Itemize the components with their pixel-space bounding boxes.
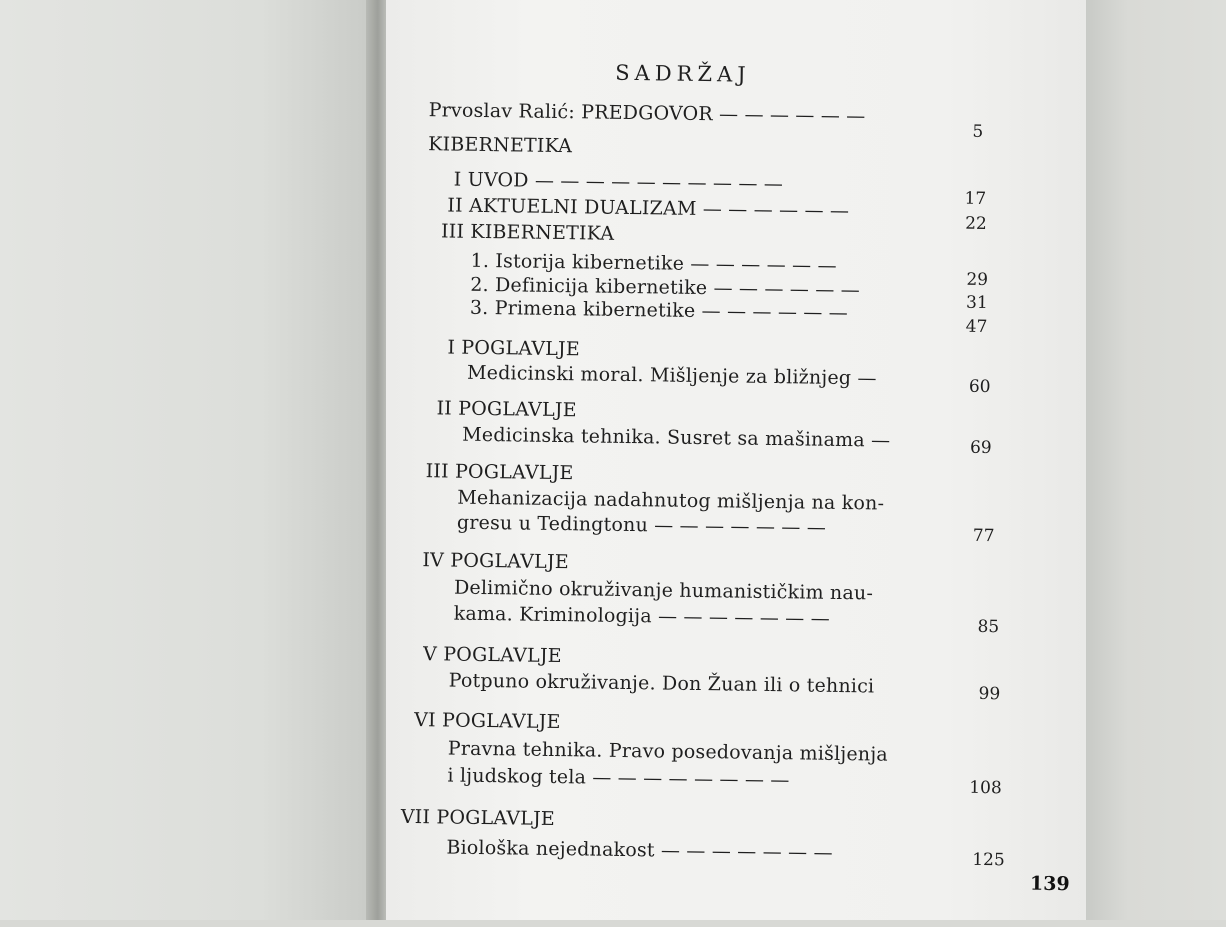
toc-chapter-5: V POGLAVLJE xyxy=(422,643,562,668)
toc-page-medicinski-moral: 60 xyxy=(968,376,991,398)
toc-entry-uvod: I UVOD — — — — — — — — — — xyxy=(453,168,784,196)
toc-page-delimicno: 85 xyxy=(977,616,1000,638)
toc-chapter-7: VII POGLAVLJE xyxy=(400,805,556,831)
toc-page-aktuelni-dualizam: 22 xyxy=(965,213,987,234)
toc-entry-pravna-1: Pravna tehnika. Pravo posedovanja mišljenja xyxy=(447,737,889,766)
toc-page-medicinska-tehnika: 69 xyxy=(969,437,992,459)
toc-chapter-2: II POGLAVLJE xyxy=(436,397,577,422)
page-title: SADRŽAJ xyxy=(615,60,751,87)
toc-entry-bioloska: Biološka nejednakost — — — — — — — xyxy=(446,836,833,864)
page-number: 139 xyxy=(1029,872,1070,896)
toc-page-uvod: 17 xyxy=(964,188,987,209)
toc-entry-mehanizacija-2: gresu u Tedingtonu — — — — — — — xyxy=(456,511,827,539)
toc-page-predgovor: 5 xyxy=(972,121,984,142)
toc-entry-delimicno-2: kama. Kriminologija — — — — — — — xyxy=(453,602,831,630)
toc-entry-delimicno-1: Delimično okruživanje humanističkim nau- xyxy=(453,576,874,605)
toc-entry-predgovor: Prvoslav Ralić: PREDGOVOR — — — — — — xyxy=(428,99,866,128)
toc-page-potpuno: 99 xyxy=(978,683,1001,705)
toc-entry-aktuelni-dualizam: II AKTUELNI DUALIZAM — — — — — — xyxy=(447,194,850,223)
toc-section-kibernetika: KIBERNETIKA xyxy=(428,133,573,158)
toc-chapter-4: IV POGLAVLJE xyxy=(422,549,569,574)
toc-entry-definicija: 2. Definicija kibernetike — — — — — — xyxy=(470,273,861,302)
toc-entry-medicinska-tehnika: Medicinska tehnika. Susret sa mašinama — xyxy=(462,423,891,452)
toc-entry-kibernetika-chapter: III KIBERNETIKA xyxy=(440,220,615,245)
toc-entry-potpuno: Potpuno okruživanje. Don Žuan ili o tehnici xyxy=(448,669,875,698)
toc-entry-istorija: 1. Istorija kibernetike — — — — — — xyxy=(470,249,837,277)
toc-entry-medicinski-moral: Medicinski moral. Mišljenje za bližnjeg — xyxy=(466,361,877,390)
toc-chapter-3: III POGLAVLJE xyxy=(425,460,574,485)
toc-entry-primena: 3. Primena kibernetike — — — — — — xyxy=(469,296,849,325)
toc-page-primena: 47 xyxy=(965,316,988,337)
toc-chapter-1: I POGLAVLJE xyxy=(447,336,581,361)
toc-page-pravna: 108 xyxy=(969,777,1002,799)
toc-entry-mehanizacija-1: Mehanizacija nadahnutog mišljenja na kon- xyxy=(457,486,885,515)
toc-page-mehanizacija: 77 xyxy=(972,525,995,547)
toc-chapter-6: VI POGLAVLJE xyxy=(414,709,561,734)
toc-entry-pravna-2: i ljudskog tela — — — — — — — — xyxy=(447,764,790,792)
toc-page-istorija: 29 xyxy=(966,269,989,291)
toc-page-bioloska: 125 xyxy=(972,849,1005,871)
toc-page-definicija: 31 xyxy=(965,292,988,314)
